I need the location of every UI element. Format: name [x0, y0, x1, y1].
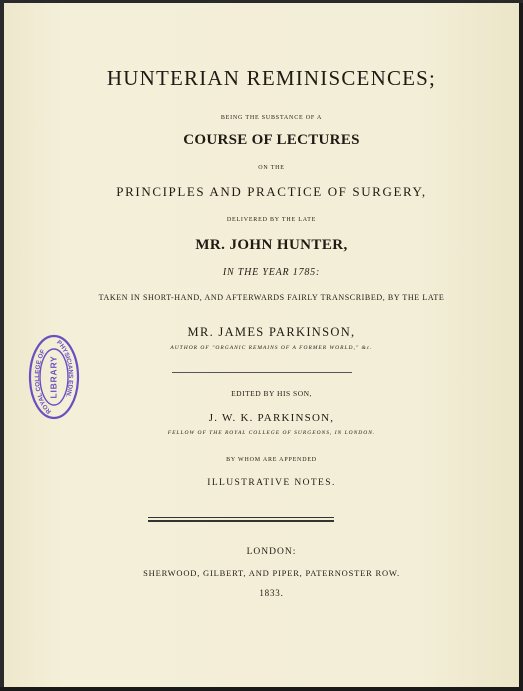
divider-rule: [172, 372, 352, 373]
editor-credit: FELLOW OF THE ROYAL COLLEGE OF SURGEONS, IN LONDON.: [167, 430, 376, 436]
stamp-center-text: LIBRARY: [48, 355, 59, 399]
course-line: COURSE OF LECTURES: [183, 132, 360, 148]
double-rule-bottom: [148, 520, 334, 522]
double-rule-top: [148, 517, 334, 518]
stamp-ring-text-left: ROYAL COLLEGE OF: [34, 348, 53, 415]
imprint-date: 1833.: [259, 588, 284, 598]
edited-line: EDITED BY HIS SON,: [231, 389, 312, 398]
being-line: BEING THE SUBSTANCE OF A: [220, 115, 323, 121]
scan-edge-top: [0, 0, 523, 3]
principles-line: PRINCIPLES AND PRACTICE OF SURGERY,: [116, 184, 427, 199]
shorthand-line: TAKEN IN SHORT-HAND, AND AFTERWARDS FAIRLY TRANSCRIBED, BY THE LATE: [98, 293, 445, 302]
lecturer-name: MR. JOHN HUNTER,: [195, 237, 348, 253]
imprint-city: LONDON:: [246, 547, 297, 557]
year-line: IN THE YEAR 1785:: [222, 267, 321, 278]
scan-edge-bottom: [0, 687, 523, 691]
notes-line: ILLUSTRATIVE NOTES.: [207, 478, 336, 488]
transcriber-credit: AUTHOR OF "ORGANIC REMAINS OF A FORMER WORLD," &c.: [170, 345, 373, 351]
transcriber-name: MR. JAMES PARKINSON,: [187, 325, 356, 339]
scan-edge-left: [0, 0, 4, 691]
library-stamp: [28, 333, 80, 421]
appended-line: BY WHOM ARE APPENDED: [226, 457, 317, 463]
editor-name: J. W. K. PARKINSON,: [208, 412, 335, 424]
delivered-line: DELIVERED BY THE LATE: [226, 217, 317, 223]
on-the-line: ON THE: [258, 165, 285, 171]
stamp-ring-text-right: PHYSICIANS EDIN.: [55, 339, 74, 399]
imprint-publisher: SHERWOOD, GILBERT, AND PIPER, PATERNOSTER ROW.: [143, 568, 400, 578]
main-title: HUNTERIAN REMINISCENCES;: [106, 66, 437, 90]
